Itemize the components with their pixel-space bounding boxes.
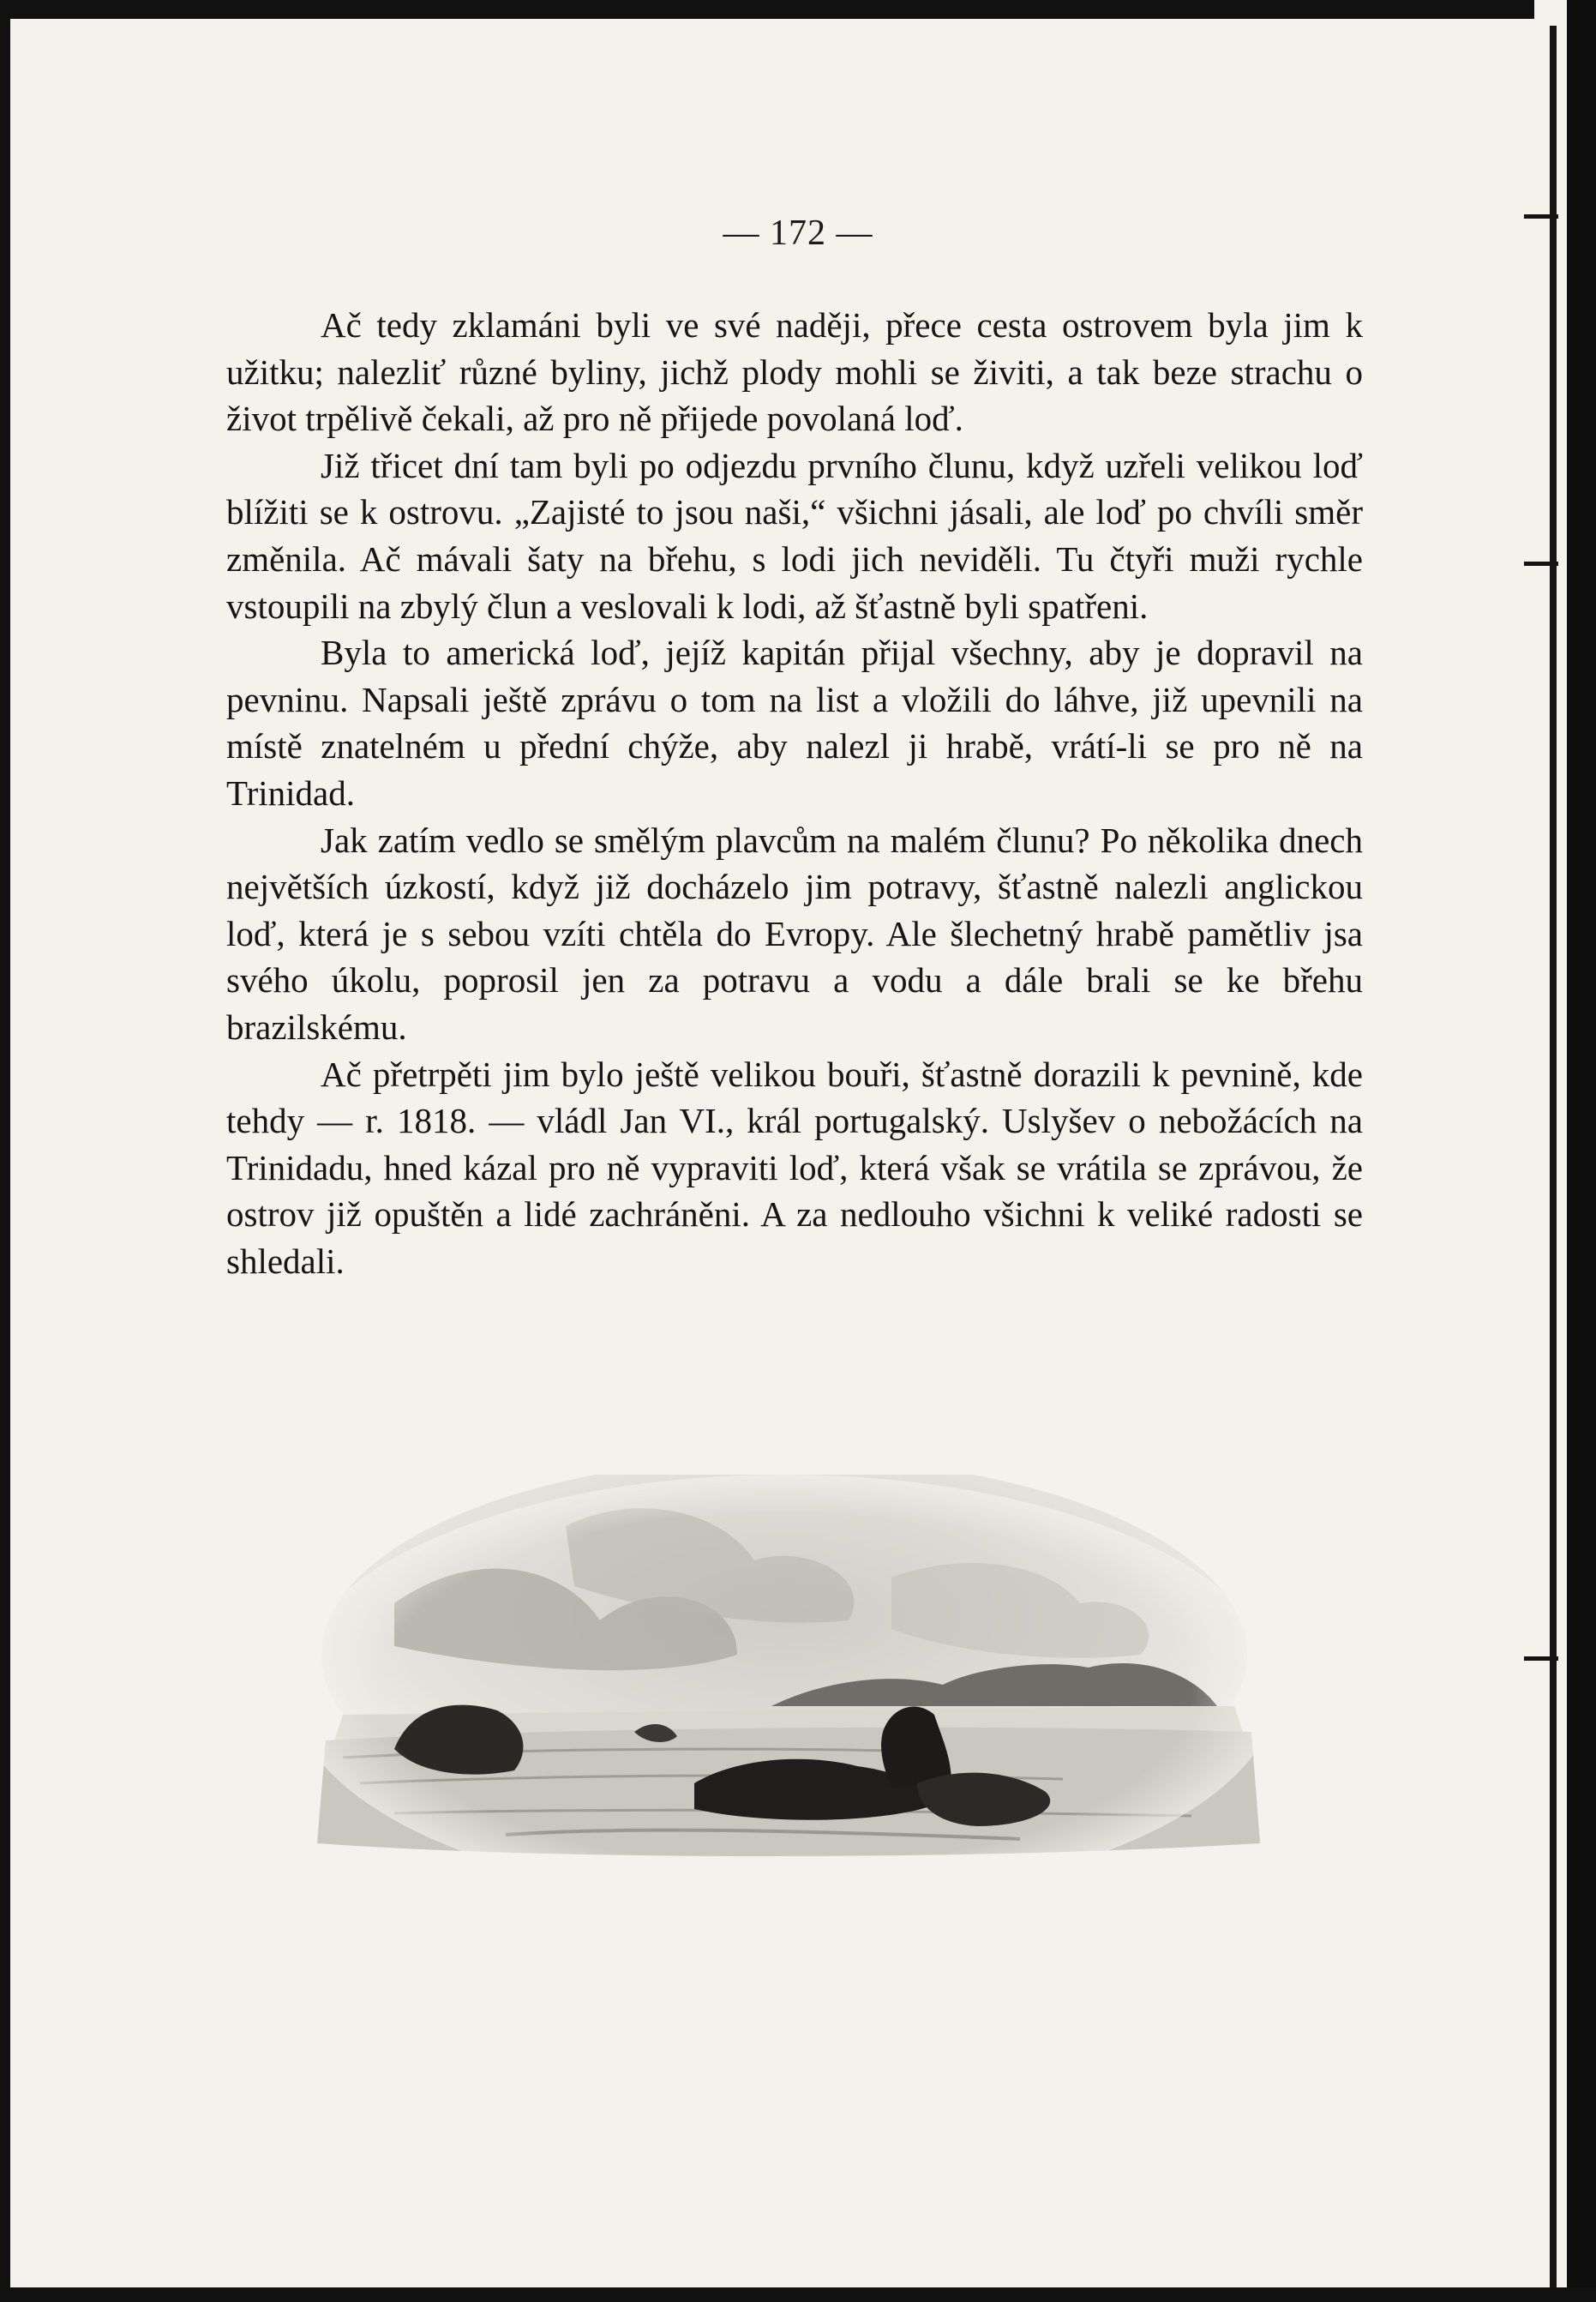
paragraph: Ač tedy zklamáni byli ve své naději, přece cesta ostrovem byla jim k užitku; nalezliť různé byliny, jichž plody mohli se živiti, a tak beze strachu o život trpělivě čekali, až pro ně přijede povolaná loď. (226, 305, 1363, 439)
page-number: — 172 — (723, 213, 873, 253)
scan-tick-mark (1524, 1656, 1558, 1661)
scan-edge-top (0, 0, 1596, 19)
paragraph: Byla to americká loď, jejíž kapitán přijal všechny, aby je dopravil na pevninu. Napsali ještě zprávu o tom na list a vložili do láhve, již upevnili na místě znatelném u přední chýže, aby nalezl ji hrabě, vrátí-li se pro ně na Trinidad. (226, 633, 1363, 813)
scan-edge-bottom (0, 2287, 1596, 2302)
vignette (291, 1475, 1277, 1903)
body-text (226, 302, 1363, 1284)
paragraph: Již třicet dní tam byli po odjezdu prvního člunu, když uzřeli velikou loď blížiti se k ostrovu. „Zajisté to jsou naši,“ všichni jásali, ale loď po chvíli směr změnila. Ač mávali šaty na břehu, s lodi jich neviděli. Tu čtyři muži rychle vstoupili na zbylý člun a veslovali k lodi, až šťastně byli spatřeni. (226, 445, 1363, 626)
seascape-engraving (291, 1475, 1277, 1903)
scan-tick-mark (1524, 562, 1558, 566)
scan-edge-line-right (1550, 26, 1557, 2289)
seascape-illustration (291, 1475, 1277, 1903)
scan-edge-left (0, 0, 10, 2302)
scan-edge-right (1567, 0, 1596, 2302)
paragraph: Ač přetrpěti jim bylo ještě velikou bouři, šťastně dorazili k pevnině, kde tehdy — r. 1818. — vládl Jan VI., král portugalský. Uslyšev o nebožácích na Trinidadu, hned kázal pro ně vypraviti loď, která však se vrátila se zprávou, že ostrov již opuštěn a lidé zachráněni. A za nedlouho všichni k veliké radosti se shledali. (226, 1054, 1363, 1281)
paragraph: Jak zatím vedlo se smělým plavcům na malém člunu? Po několika dnech největších úzkostí, když již docházelo jim potravy, šťastně nalezli anglickou loď, která je s sebou vzíti chtěla do Evropy. Ale šlechetný hrabě pamětliv jsa svého úkolu, poprosil jen za potravu a vodu a dále brali se ke břehu brazilskému. (226, 820, 1363, 1047)
